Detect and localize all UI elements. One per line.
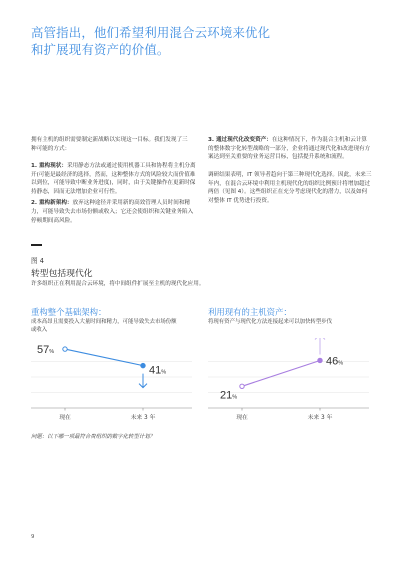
data-label: 57%: [37, 344, 55, 357]
option-list-left: [31, 162, 196, 228]
data-point-future: [318, 358, 322, 362]
x-axis-category-label: 未来 3 年: [307, 415, 333, 421]
chart1-title: 重构整个基础架构：: [31, 307, 107, 317]
x-axis-category-label: 现在: [59, 415, 71, 421]
data-point-future: [141, 363, 145, 367]
x-axis-category-label: 现在: [236, 415, 248, 421]
data-label: 21%: [220, 389, 238, 402]
intro-paragraph: 拥有主机的组织需要制定新战略以实现这一目标。我们发现了三种可能的方式：: [31, 137, 188, 152]
data-point-now: [63, 347, 67, 351]
page-number: 9: [31, 534, 35, 540]
chart2-title: 利用现有的主机资产：: [208, 307, 292, 317]
figure-subtitle: 许多组织正在利用混合云环境，将中间组件扩展至主机的现代化应用。: [31, 281, 205, 287]
page-headline: 高管指出，他们希望利用混合云环境来优化和扩展现有资产的价值。: [31, 25, 271, 57]
x-axis-category-label: 未来 3 年: [130, 415, 156, 421]
figure-title: 转型包括现代化: [31, 269, 93, 279]
series-line: [65, 349, 143, 366]
option-lead: 2. 重构新架构：: [31, 200, 73, 207]
survey-question-note: 问题：以下哪一项最符合贵组织的数字化转型计划？: [31, 434, 155, 440]
option-text: 在这种情况下，作为混合主机和云计算的整体数字化转型战略的一部分，企业将通过现代化和改进现有方案达到至关重要的业务运营目标，包括提升系统和流程。: [208, 137, 371, 161]
data-label-unit: %: [49, 349, 55, 356]
figure-label: 图 4: [31, 257, 44, 265]
option-list-right: [208, 136, 372, 165]
option-lead: 3. 通过现代化改变资产：: [208, 137, 272, 143]
chart-leverage-mainframe: [208, 338, 373, 426]
data-label-unit: %: [161, 369, 167, 376]
option-text: 放弃这种途径并采用新的高效管理人员时间和精力，可能导致失去市场份额或收入；它还会使组织和关键业务陷入停顿期间高风险。: [31, 200, 194, 224]
option-text: 采用静态方法或通过使用机器工具和协程将主机分离开(可能是最经济的选择，然而，这种整体方式的风险较大而价值难以到位，可能导致中断业务进度)，同时，由于关键操作在更新时保持静态，因而无法增加企业可行性。: [31, 163, 196, 195]
section-divider: [31, 244, 42, 246]
chart1-subtitle: 成本高昂且需要投入大量时间和精力，可能导致失去市场份额或收入: [31, 319, 177, 334]
option-item: [31, 162, 196, 196]
data-label-unit: %: [232, 394, 238, 401]
chart2-subtitle: 将现有资产与现代化方法连接起来可以加快转型步伐: [208, 319, 332, 325]
series-line: [242, 360, 320, 386]
option-item: [208, 136, 372, 162]
data-label-unit: %: [338, 360, 344, 367]
data-label: 41%: [149, 364, 167, 377]
data-label: 46%: [326, 355, 344, 368]
findings-paragraph: 调研结果表明，IT 领导者趋向于第三种现代化选择。因此，未来三年内，在混合云环境中利用主机现代化的组织比例预计将增加超过两倍（见图 4）。这些组织正在充分考虑现代化的潜力，以及如何对整体 IT 优势进行投资。: [208, 172, 372, 204]
option-item: [31, 199, 196, 225]
chart-rebuild-infrastructure: [31, 338, 196, 426]
option-lead: 1. 重构现状：: [31, 163, 67, 169]
data-point-now: [240, 384, 244, 388]
